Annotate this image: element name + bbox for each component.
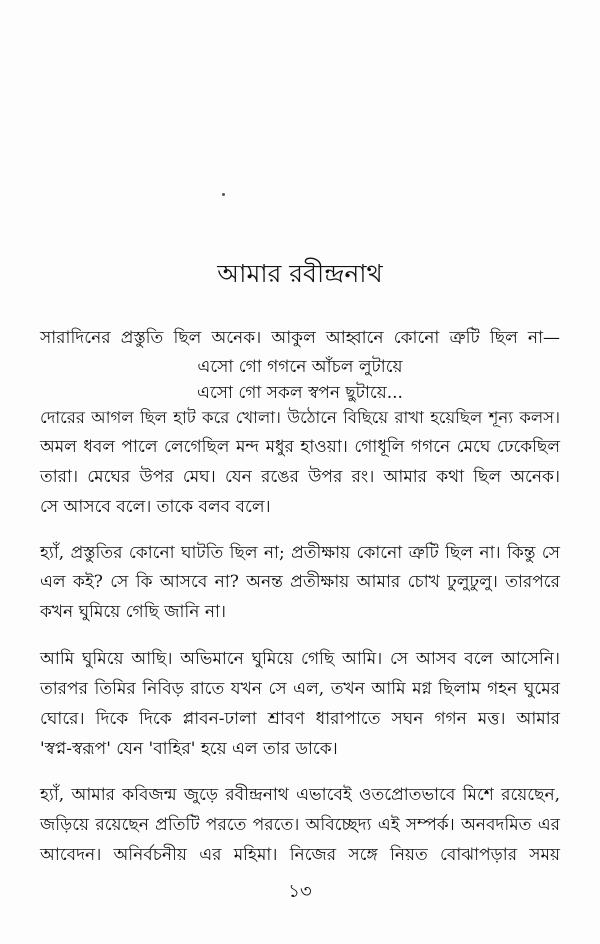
text-line: আমি ঘুমিয়ে আছি। অভিমানে ঘুমিয়ে গেছি আমি। সে আসব বলে আসেনি। [40, 649, 560, 669]
text-line: হ্যাঁ, আমার কবিজন্ম জুড়ে রবীন্দ্রনাথ এভাবেই ওতপ্রোতভাবে মিশে রয়েছেন, [40, 785, 560, 805]
text-line: 'স্বপ্ন-স্বরূপ' যেন 'বাহির' হয়ে এল তার ডাকে। [40, 739, 338, 759]
print-speck [222, 193, 225, 196]
text-line: তারপর তিমির নিবিড় রাতে যখন সে এল, তখন আমি মগ্ন ছিলাম গহন ঘুমের [40, 679, 560, 699]
text-line: হ্যাঁ, প্রস্তুতির কোনো ঘাটতি ছিল না; প্রতীক্ষায় কোনো ত্রুটি ছিল না। কিন্তু সে [40, 543, 560, 563]
page-number: ১৩ [288, 881, 312, 902]
text-line: জড়িয়ে রয়েছেন প্রতিটি পরতে পরতে। অবিচ্ছেদ্য এই সম্পর্ক। অনবদমিত এর [40, 815, 560, 835]
text-line: দোরের আগল ছিল হাট করে খোলা। উঠোনে বিছিয়ে রাখা হয়েছিল শূন্য কলস। [40, 408, 560, 427]
verse-line: এসো গো সকল স্বপন ছুটায়ে... [197, 383, 403, 403]
chapter-title: আমার রবীন্দ্রনাথ [217, 259, 383, 288]
text-line: ঘোরে। দিকে দিকে প্লাবন-ঢালা শ্রাবণ ধারাপাতে সঘন গগন মত্ত। আমার [40, 709, 560, 729]
text-line: তারা। মেঘের উপর মেঘ। যেন রঙের উপর রং। আমার কথা ছিল অনেক। [40, 467, 560, 487]
text-line: সে আসবে বলে। তাকে বলব বলে। [40, 497, 271, 517]
text-line: সারাদিনের প্রস্তুতি ছিল অনেক। আকুল আহ্বানে কোনো ত্রুটি ছিল না— [40, 328, 560, 348]
text-line: এল কই? সে কি আসবে না? অনন্ত প্রতীক্ষায় আমার চোখ ঢুলুঢুলু। তারপরে [40, 572, 560, 592]
verse-line: এসো গো গগনে আঁচল লুটায়ে [197, 357, 403, 377]
text-line: অমল ধবল পালে লেগেছিল মন্দ মধুর হাওয়া। গোধূলি গগনে মেঘে ঢেকেছিল [40, 437, 560, 457]
text-line: আবেদন। অনির্বচনীয় এর মহিমা। নিজের সঙ্গে নিয়ত বোঝাপড়ার সময় [40, 845, 560, 865]
text-line: কখন ঘুমিয়ে গেছি জানি না। [40, 602, 226, 622]
